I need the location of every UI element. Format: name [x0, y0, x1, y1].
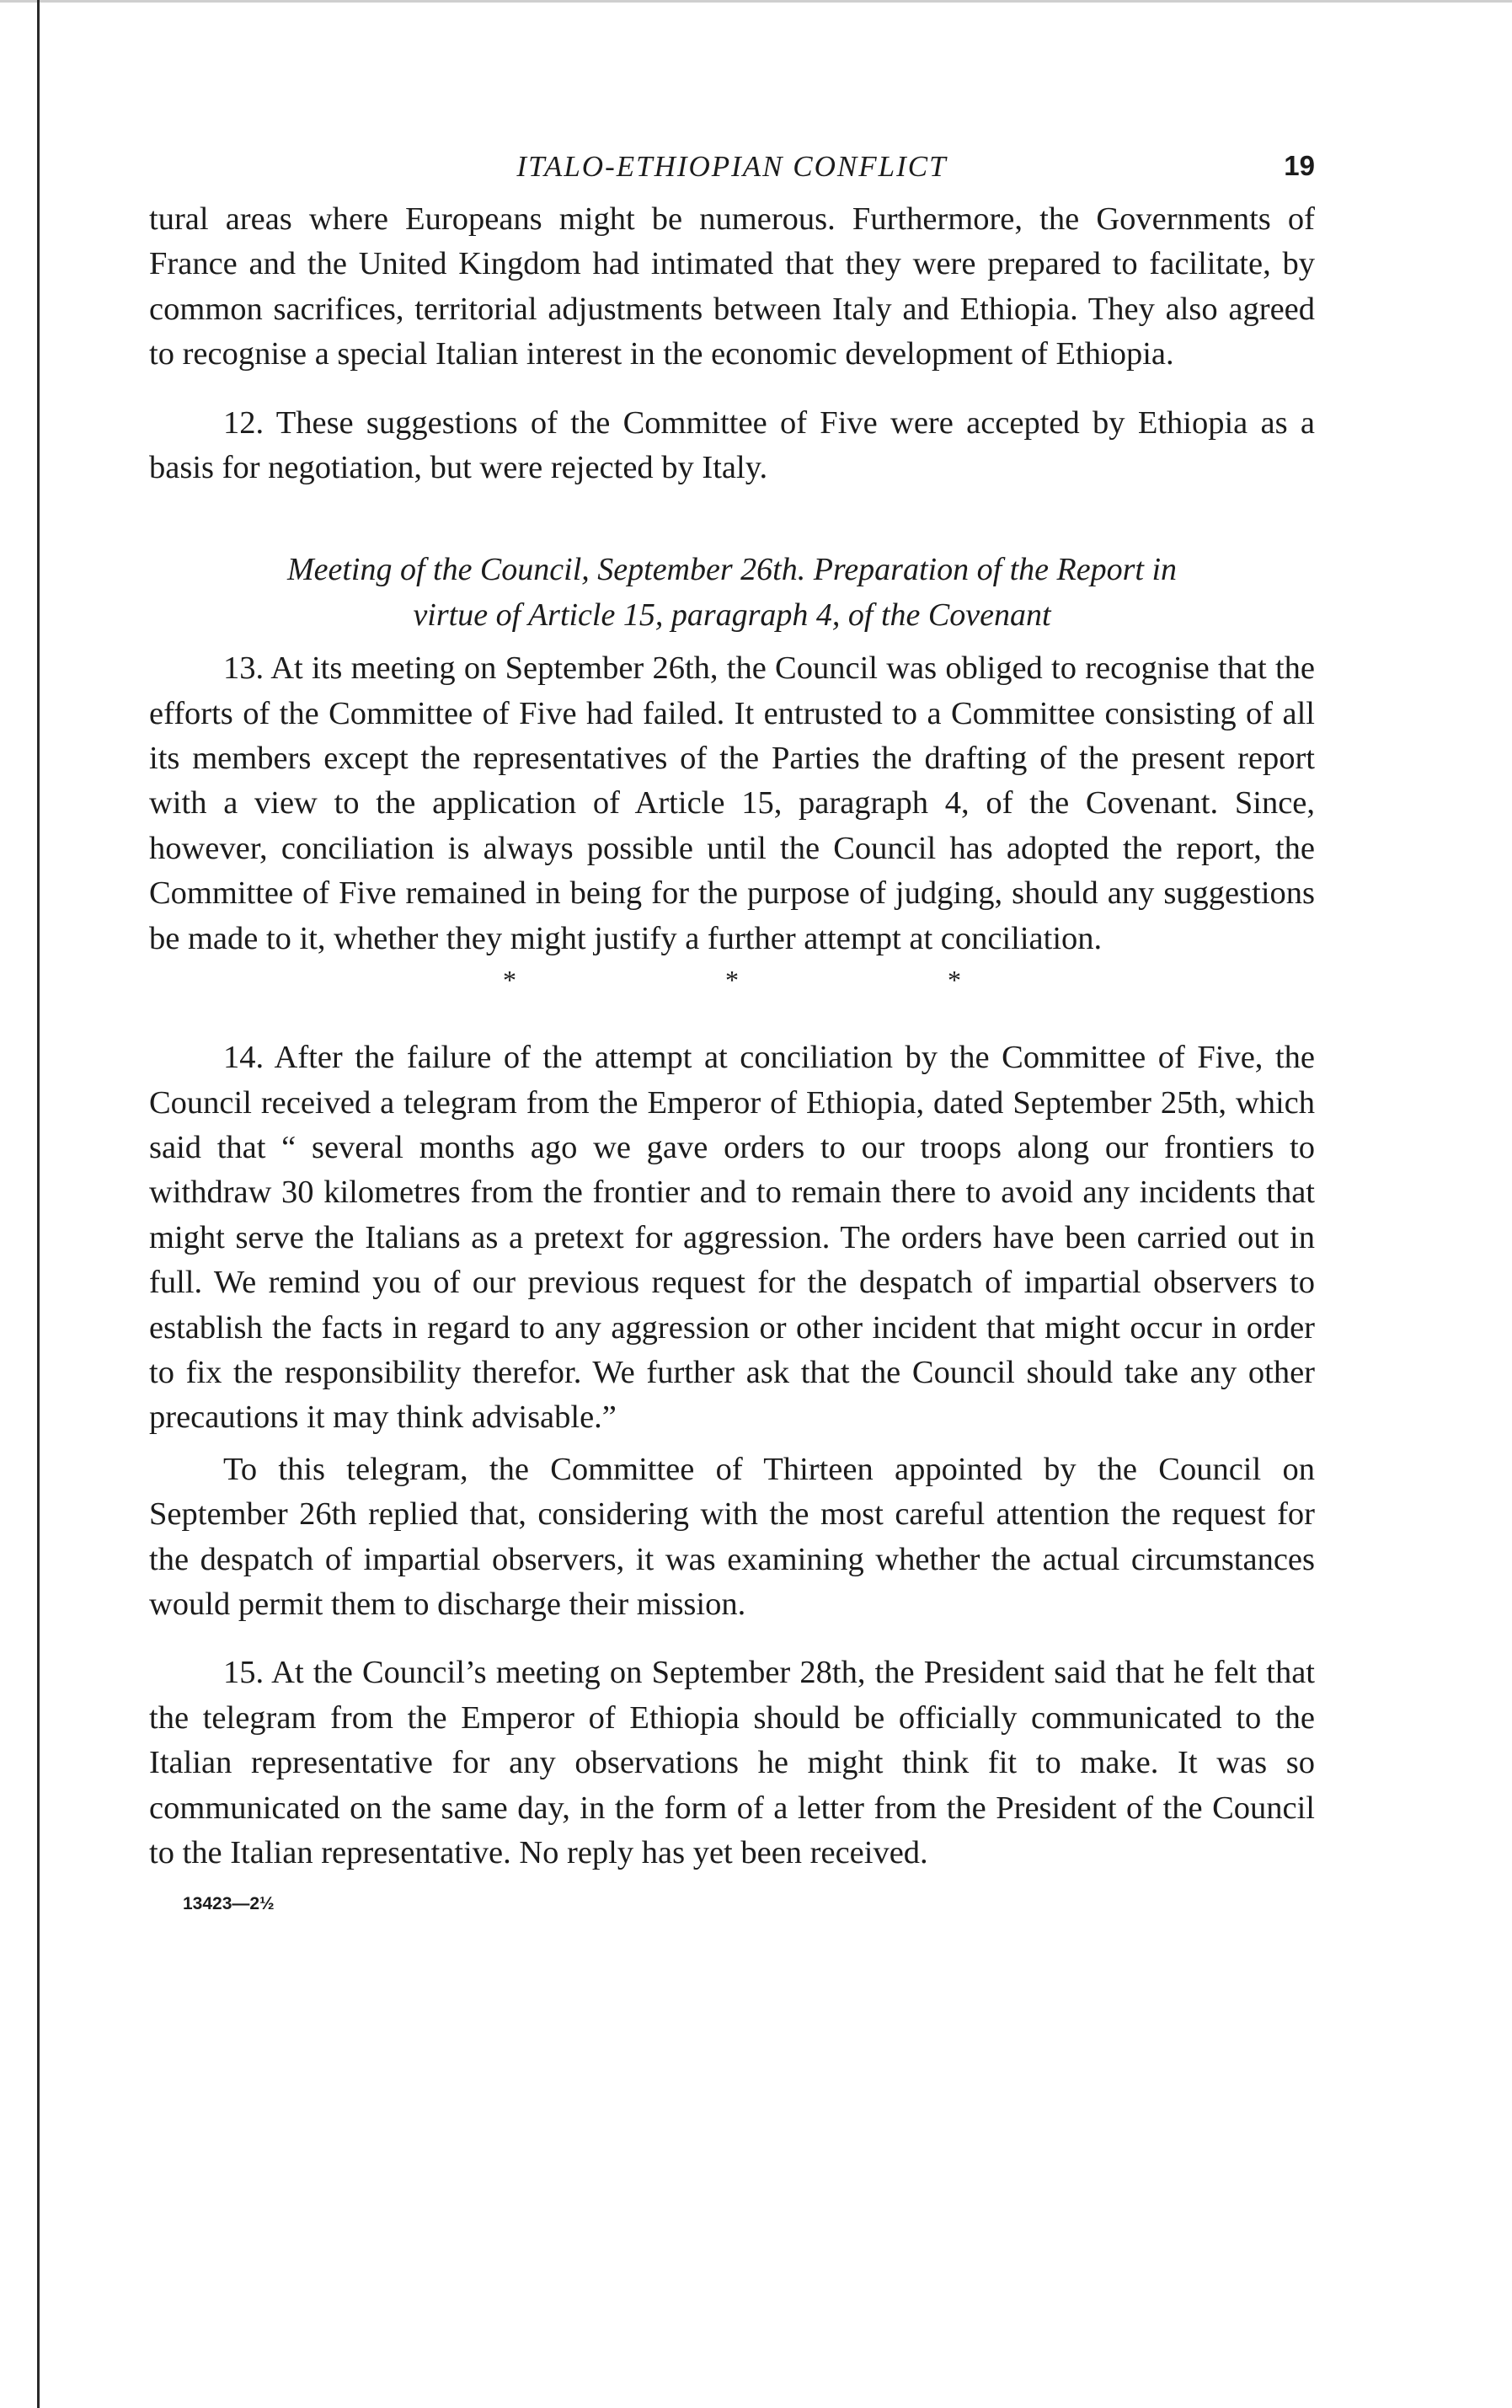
running-title: ITALO-ETHIOPIAN CONFLICT — [516, 150, 948, 183]
section-separator-asterisks: * * * — [503, 965, 1062, 996]
paragraph-14-reply: To this telegram, the Committee of Thirteen appointed by the Council on September 26th replied that, considering with the most careful attention the request for the despatch of impartial observers, it was examining whether the actual circumstances would permit them to discharge their mission. — [149, 1451, 1315, 1622]
paragraph-14: 14. After the failure of the attempt at conciliation by the Committee of Five, the Council received a telegram from the Emperor of Ethiopia, dated September 25th, which said that “ several months ago we gave orders to our troops along our frontiers to withdraw 30 kilometres from the frontier and to remain there to avoid any incidents that might serve the Italians as a pretext for aggression. The orders have been carried out in full. We remind you of our previous request for the despatch of impartial observers to establish the facts in regard to any aggression or other incident that might occur in order to fix the responsibility therefor. We further ask that the Council should take any other precautions it may think advisable.” — [149, 1040, 1315, 1436]
document-page — [149, 150, 1315, 1914]
paragraph-15: 15. At the Council’s meeting on September 28th, the President said that he felt that the telegram from the Emperor of Ethiopia should be officially communicated to the Italian representative for any observations he might think fit to make. It was so communicated on the same day, in the form of a letter from the President of the Council to the Italian representative. No reply has yet been received. — [149, 1655, 1315, 1870]
paragraph-13: 13. At its meeting on September 26th, the Council was obliged to recognise that the efforts of the Committee of Five had failed. It entrusted to a Committee consisting of all its members except the representatives of the Parties the drafting of the present report with a view to the application of Article 15, paragraph 4, of the Covenant. Since, however, conciliation is always possible until the Council has adopted the report, the Committee of Five remained in being for the purpose of judging, should any suggestions be made to it, whether they might justify a further attempt at conciliation. — [149, 650, 1315, 956]
paragraph-12: 12. These suggestions of the Committee of Five were accepted by Ethiopia as a basis for negotiation, but were rejected by Italy. — [149, 404, 1315, 486]
section-heading-line-1: Meeting of the Council, September 26th. Preparation of the Report in — [286, 552, 1178, 588]
printer-code: 13423—2½ — [183, 1894, 275, 1914]
scan-edge-left — [37, 0, 40, 2408]
section-heading-line-2: virtue of Article 15, paragraph 4, of the Covenant — [413, 597, 1051, 633]
section-heading — [149, 548, 1315, 638]
running-head — [149, 150, 1315, 197]
scan-edge-top — [0, 0, 1512, 3]
paragraph-continuation: tural areas where Europeans might be numerous. Furthermore, the Governments of France and the United Kingdom had intimated that they were prepared to facilitate, by common sacrifices, territorial adjustments between Italy and Ethiopia. They also agreed to recognise a special Italian interest in the economic development of Ethiopia. — [149, 201, 1315, 372]
page-number: 19 — [1284, 150, 1315, 181]
